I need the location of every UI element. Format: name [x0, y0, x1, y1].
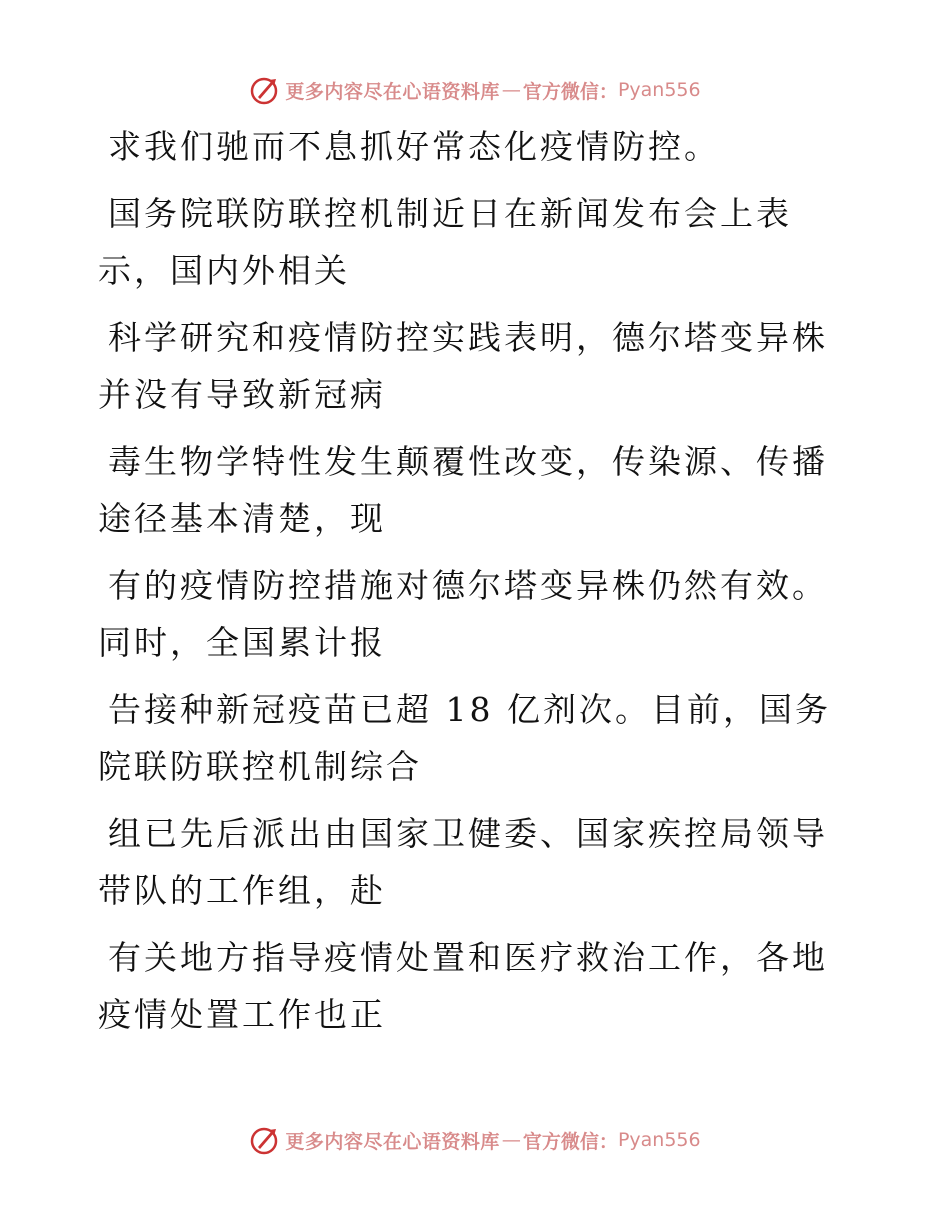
watermark-dash: —	[501, 79, 521, 101]
document-body	[98, 118, 838, 1053]
paragraph-text: 科学研究和疫情防控实践表明，德尔塔变异株并没有导致新冠病	[98, 318, 828, 414]
paragraph-text: 组已先后派出由国家卫健委、国家疾控局领导带队的工作组，赴	[98, 814, 828, 910]
paragraph	[98, 433, 838, 547]
header-watermark	[0, 70, 950, 110]
paragraph-text: 国务院联防联控机制近日在新闻发布会上表示，国内外相关	[98, 194, 792, 290]
watermark-text: 更多内容尽在心语资料库	[285, 1130, 500, 1153]
quill-logo-icon	[249, 1125, 279, 1155]
paragraph	[98, 557, 838, 671]
watermark-wechat-label: 官方微信：	[522, 1130, 618, 1153]
footer-watermark	[0, 1120, 950, 1160]
paragraph	[98, 681, 838, 795]
watermark-text: 更多内容尽在心语资料库	[285, 80, 500, 103]
paragraph	[98, 929, 838, 1043]
watermark-wechat-label: 官方微信：	[522, 80, 618, 103]
paragraph	[98, 118, 838, 175]
paragraph	[98, 309, 838, 423]
watermark-wechat-id: Pyan556	[617, 1129, 701, 1151]
paragraph	[98, 185, 838, 299]
paragraph	[98, 805, 838, 919]
quill-logo-icon	[249, 75, 279, 105]
paragraph-text: 有的疫情防控措施对德尔塔变异株仍然有效。同时，全国累计报	[98, 566, 828, 662]
paragraph-text: 求我们驰而不息抓好常态化疫情防控。	[108, 127, 720, 166]
paragraph-text: 告接种新冠疫苗已超 18 亿剂次。目前，国务院联防联控机制综合	[98, 690, 831, 786]
watermark-dash: —	[501, 1129, 521, 1151]
paragraph-text: 有关地方指导疫情处置和医疗救治工作，各地疫情处置工作也正	[98, 938, 828, 1034]
paragraph-text: 毒生物学特性发生颠覆性改变，传染源、传播途径基本清楚，现	[98, 442, 828, 538]
watermark-wechat-id: Pyan556	[617, 79, 701, 101]
